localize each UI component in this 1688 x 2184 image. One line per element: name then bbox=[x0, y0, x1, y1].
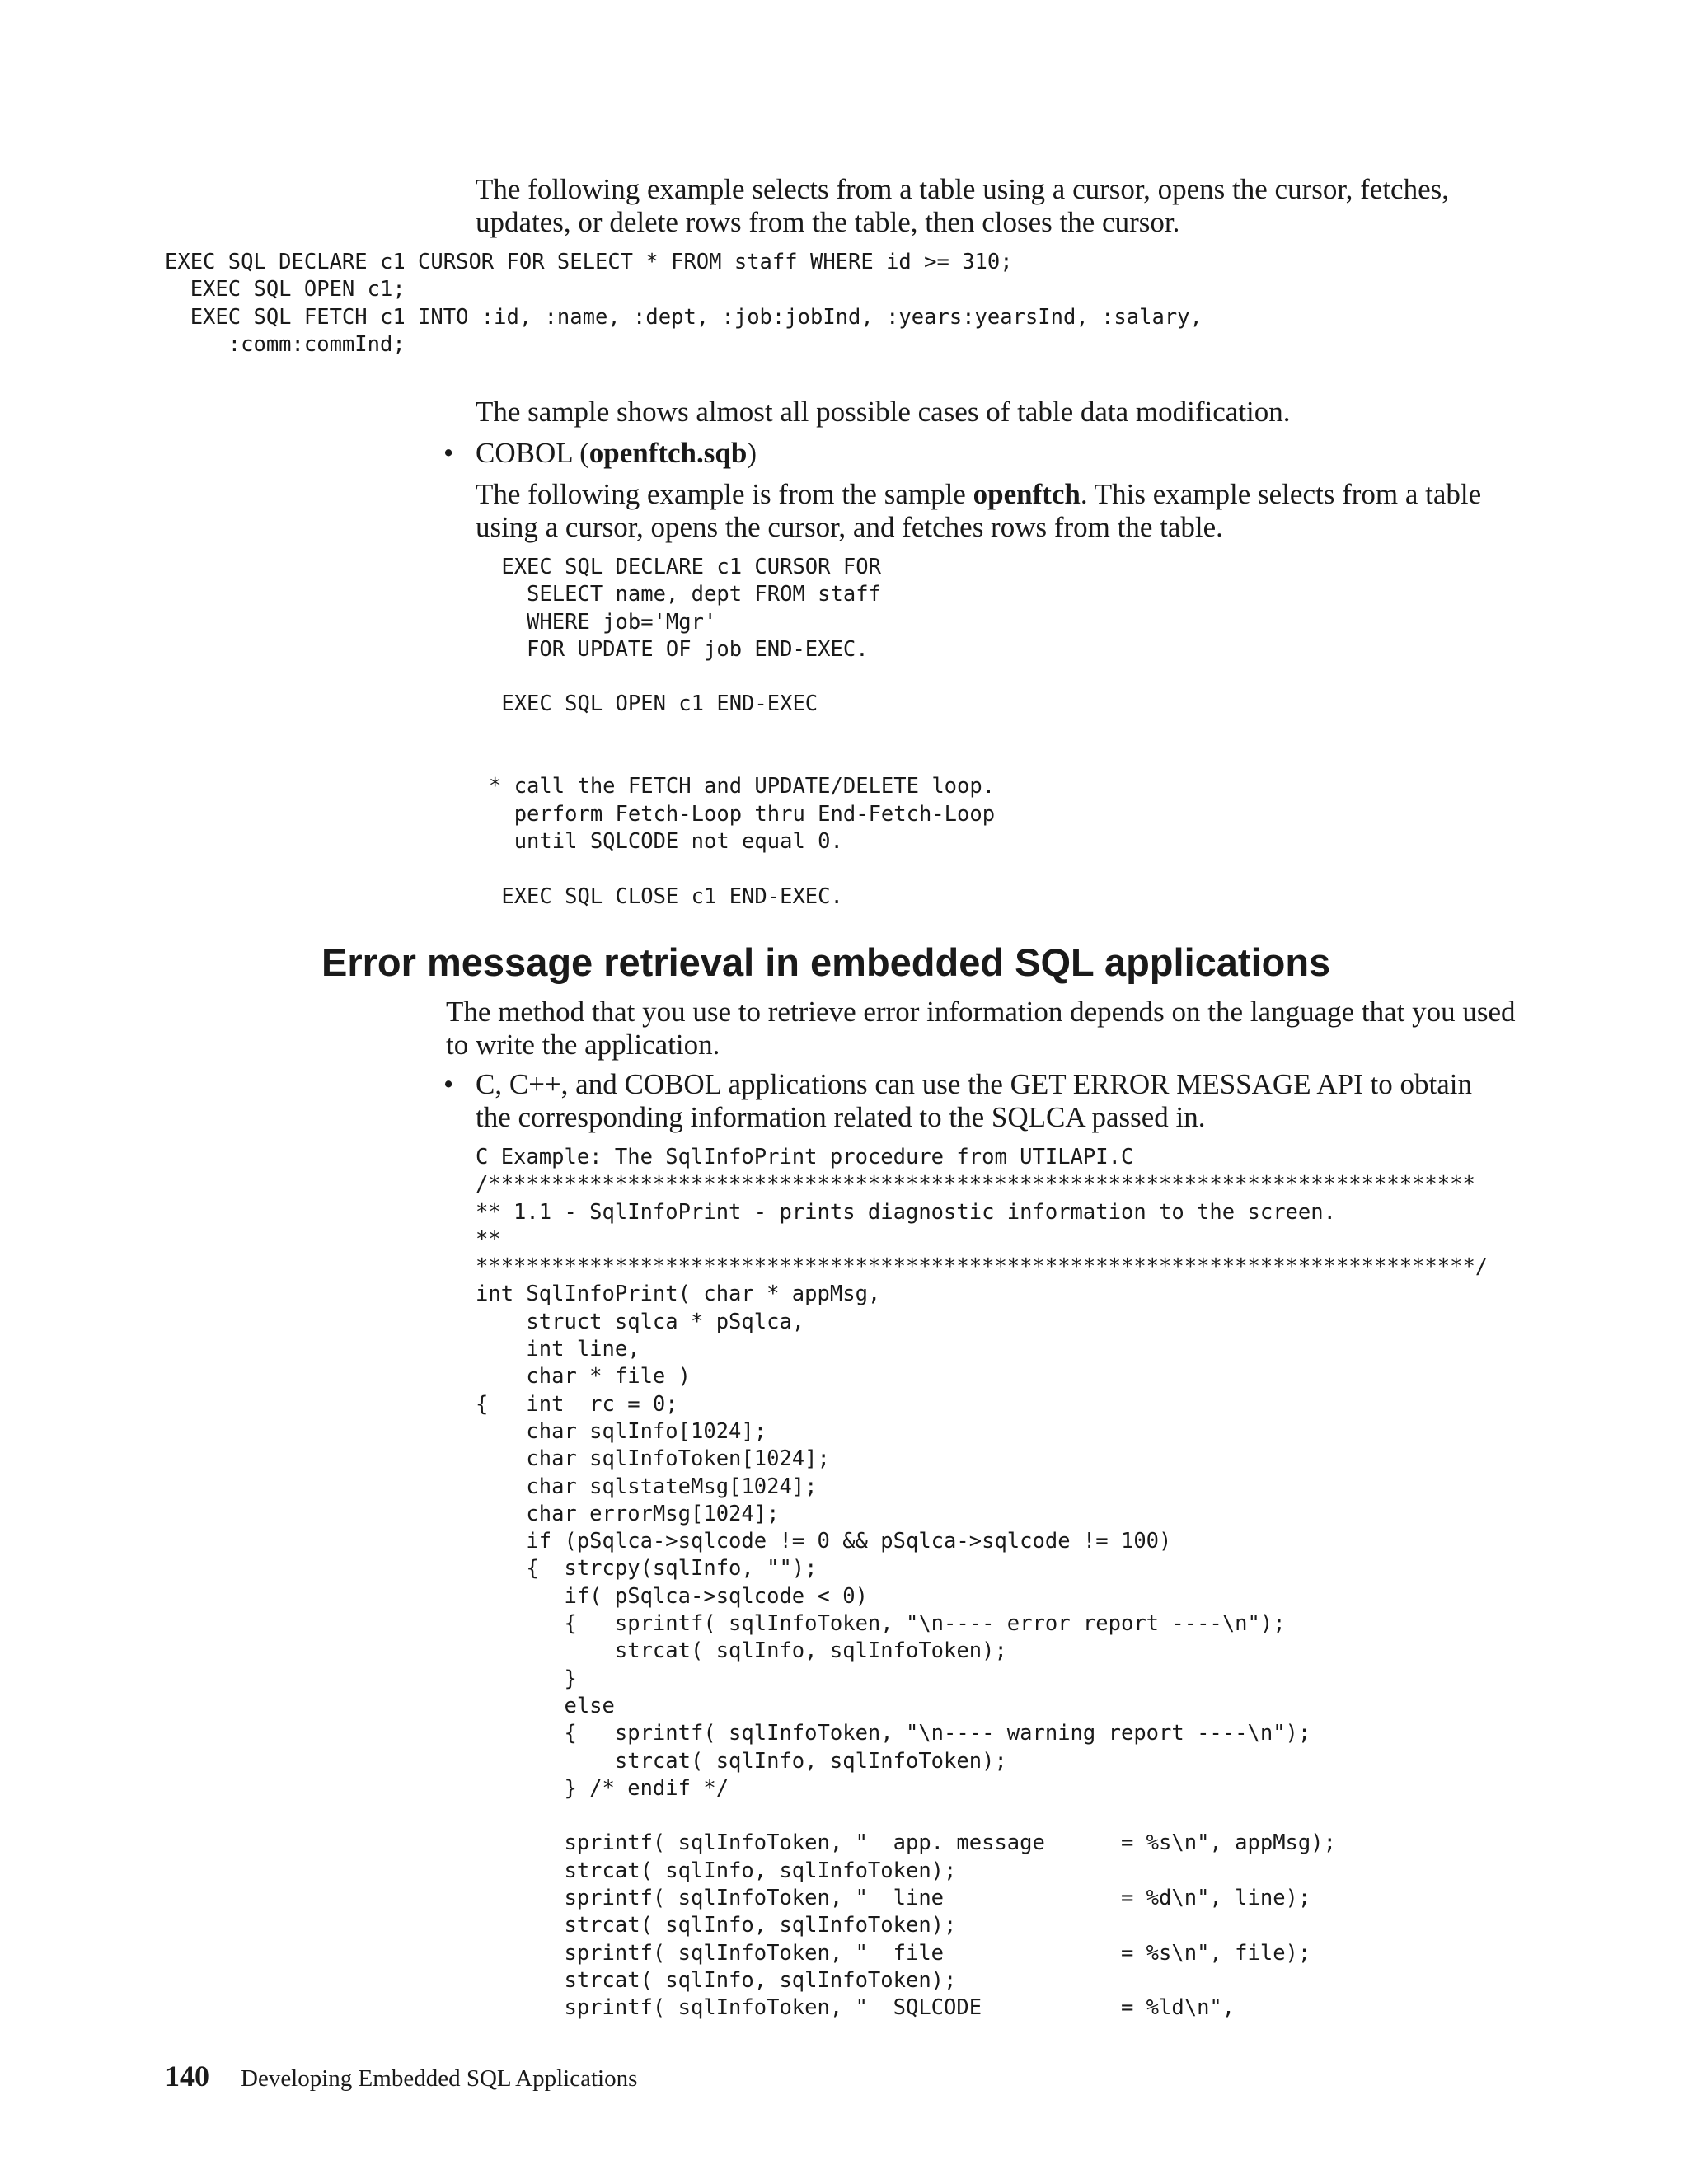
cobol-sample-name: openftch bbox=[973, 478, 1081, 510]
code-block-c-cursor: EXEC SQL DECLARE c1 CURSOR FOR SELECT * FROM staff WHERE id >= 310; EXEC SQL OPEN c1; EXEC SQL FETCH c1 INTO :id, :name, :dept, :job:jobInd, :years:yearsInd, :salary, :comm:commInd; bbox=[165, 250, 1203, 357]
section-heading: Error message retrieval in embedded SQL applications bbox=[321, 940, 1331, 984]
cobol-label: COBOL ( bbox=[476, 437, 589, 469]
cobol-list-item bbox=[476, 437, 1498, 470]
sample-note-paragraph: The sample shows almost all possible cases of table data modification. bbox=[476, 396, 1291, 428]
method-paragraph: The method that you use to retrieve error information depends on the language that you used to write the application. bbox=[446, 996, 1516, 1061]
cobol-desc-text-end: . This example selects from a table using a cursor, opens the cursor, and fetches rows from the table. bbox=[476, 478, 1482, 543]
api-list-item: C, C++, and COBOL applications can use the GET ERROR MESSAGE API to obtain the corresponding information related to the SQLCA passed in. bbox=[476, 1068, 1473, 1133]
page-number: 140 bbox=[165, 2060, 209, 2093]
cobol-filename: openftch.sqb bbox=[588, 437, 748, 469]
page-footer bbox=[165, 2059, 637, 2093]
cobol-label-close: ) bbox=[747, 437, 757, 469]
bullet-marker: • bbox=[443, 437, 454, 469]
bullet-marker: • bbox=[443, 1068, 454, 1100]
cobol-desc-text: The following example is from the sample bbox=[476, 478, 973, 510]
book-title: Developing Embedded SQL Applications bbox=[241, 2065, 638, 2092]
code-block-c-example: C Example: The SqlInfoPrint procedure from UTILAPI.C /****************************************************************************** ** 1.1 - SqlInfoPrint - prints diagnostic information to the screen. ** *******************************************************************************/ int SqlInfoPrint( char * appMsg, struct sqlca * pSqlca, int line, char * file ) { int rc = 0; char sqlInfo[1024]; char sqlInfoToken[1024]; char sqlstateMsg[1024]; char errorMsg[1024]; if (pSqlca->sqlcode != 0 && pSqlca->sqlcode != 100) { strcpy(sqlInfo, ""); if( pSqlca->sqlcode < 0) { sprintf( sqlInfoToken, "\n---- error report ----\n"); strcat( sqlInfo, sqlInfoToken); } else { sprintf( sqlInfoToken, "\n---- warning report ----\n"); strcat( sqlInfo, sqlInfoToken); } /* endif */ sprintf( sqlInfoToken, " app. message = %s\n", appMsg); strcat( sqlInfo, sqlInfoToken); sprintf( sqlInfoToken, " line = %d\n", line); strcat( sqlInfo, sqlInfoToken); sprintf( sqlInfoToken, " file = %s\n", file); strcat( sqlInfo, sqlInfoToken); sprintf( sqlInfoToken, " SQLCODE = %ld\n", bbox=[476, 1145, 1489, 2021]
cobol-description bbox=[476, 478, 1498, 544]
intro-paragraph: The following example selects from a table using a cursor, opens the cursor, fetches, updates, or delete rows from the table, then closes the cursor. bbox=[476, 173, 1449, 238]
code-block-cobol: EXEC SQL DECLARE c1 CURSOR FOR SELECT name, dept FROM staff WHERE job='Mgr' FOR UPDATE OF job END-EXEC. EXEC SQL OPEN c1 END-EXEC * call the FETCH and UPDATE/DELETE loop. perform Fetch-Loop thru End-Fetch-Loop until SQLCODE not equal 0. EXEC SQL CLOSE c1 END-EXEC. bbox=[489, 555, 996, 909]
